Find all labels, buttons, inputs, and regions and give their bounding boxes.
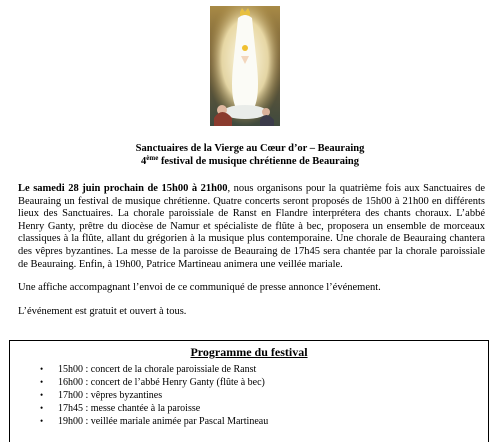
bullet-icon: • [40, 364, 44, 374]
programme-box [9, 340, 489, 442]
list-item: • 17h00 : vêpres byzantines [40, 390, 163, 401]
paragraph-intro-text: , nous organisons pour la quatrième fois aux Sanctuaires de Beauraing un festival de musique chrétienne. Quatre concerts seront proposés de 15h00 à 21h00 en différents lieux des Sanctuaires. La chorale paroissiale de Ranst en Flandre interprétera des chants choraux. L’abbé Henry Ganty, prêtre du diocèse de Namur et spécialiste de flûte à bec, proposera un ensemble de morceaux classiques à la flûte, allant du grégorien à la musique plus contemporaine. Une chorale de Beauraing chantera des vêpres byzantines. La messe de la paroisse de Beauraing de 17h45 sera chantée par la chorale paroissiale de Beauraing. Enfin, à 19h00, Patrice Martineau animera une veillée mariale. [18, 183, 485, 270]
title-line-1: Sanctuaires de la Vierge au Cœur d’or – Beauraing [135, 143, 365, 154]
programme-list [40, 363, 268, 428]
bullet-icon: • [40, 390, 44, 400]
paragraph-free-entry: L’événement est gratuit et ouvert à tous. [18, 306, 187, 317]
bullet-icon: • [40, 377, 44, 387]
list-item: • 16h00 : concert de l’abbé Henry Ganty (flûte à bec) [40, 377, 265, 388]
page-subtitle [0, 155, 500, 168]
programme-title: Programme du festival [190, 345, 308, 359]
event-date-bold: Le samedi 28 juin prochain de 15h00 à 21h00 [18, 183, 228, 194]
virgin-mary-figure-icon [210, 6, 280, 126]
bullet-icon: • [40, 403, 44, 413]
virgin-mary-image [210, 6, 280, 126]
page-title [0, 142, 500, 155]
bullet-icon: • [40, 416, 44, 426]
title-line-2-sup: ème [146, 154, 159, 162]
list-item: • 19h00 : veillée mariale animée par Pascal Martineau [40, 416, 269, 427]
title-line-2-rest: festival de musique chrétienne de Beauraing [158, 156, 359, 167]
paragraph-poster: Une affiche accompagnant l’envoi de ce communiqué de presse annonce l’événement. [18, 282, 381, 293]
list-item: • 15h00 : concert de la chorale paroissiale de Ranst [40, 364, 257, 375]
list-item: • 17h45 : messe chantée à la paroisse [40, 403, 201, 414]
title-line-2-number: 4 [141, 156, 147, 167]
paragraph-intro [18, 183, 485, 271]
